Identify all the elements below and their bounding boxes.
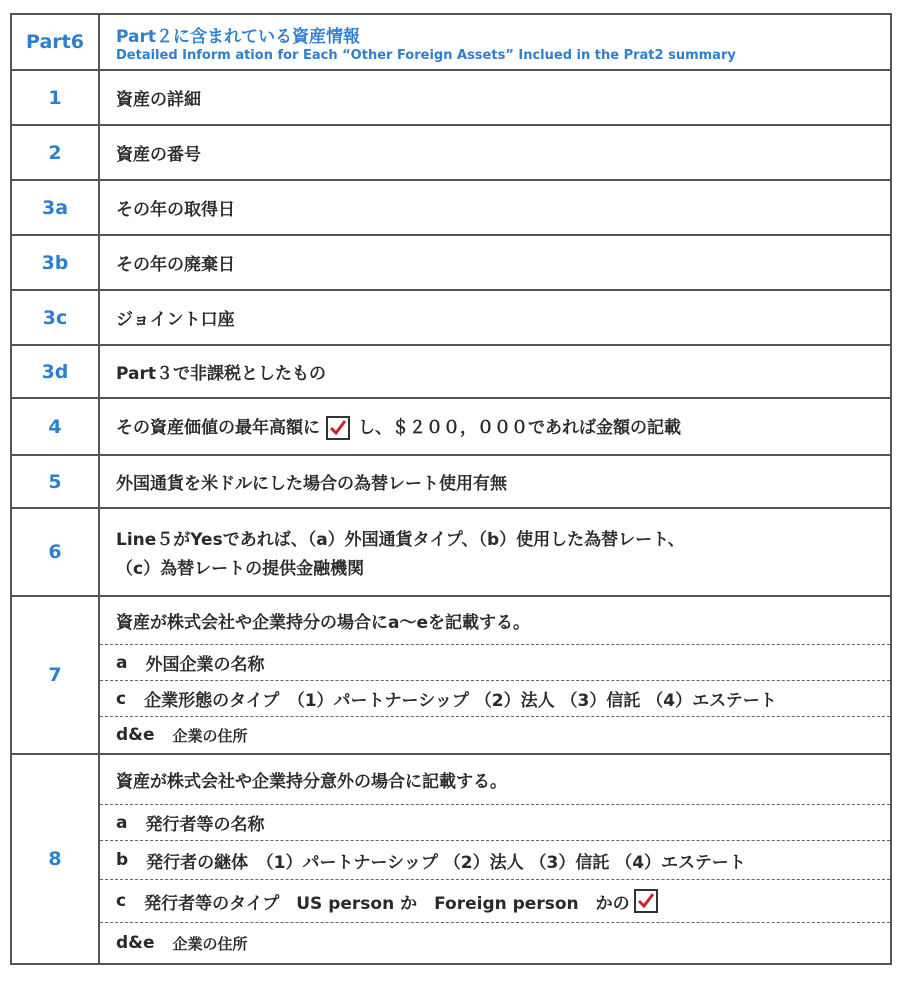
table-row	[11, 398, 891, 455]
sub-label: a	[116, 812, 128, 833]
row-text: ジョイント口座	[99, 290, 891, 345]
row-number: 3a	[11, 180, 99, 235]
row-text: 資産の詳細	[99, 70, 891, 125]
header-row	[11, 14, 891, 70]
row-number: 3d	[11, 345, 99, 398]
table-row	[11, 125, 891, 180]
table-row	[11, 455, 891, 508]
row-number: 3b	[11, 235, 99, 290]
sub-text: 外国企業の名称	[145, 655, 265, 675]
sub-line	[100, 645, 890, 681]
table-row	[11, 235, 891, 290]
row-text-a: その資産価値の最年高額に	[116, 418, 320, 438]
sub-line	[100, 923, 890, 963]
table-row	[11, 596, 891, 754]
row-number: 3c	[11, 290, 99, 345]
sub-label: c	[116, 688, 127, 709]
row-number: 6	[11, 508, 99, 596]
sub-text: 企業の住所	[172, 726, 248, 745]
row-text: Part３で非課税としたもの	[99, 345, 891, 398]
table-row	[11, 180, 891, 235]
sub-label: c	[116, 891, 127, 911]
sub-text: 発行者の継体 （1）パートナーシップ （2）法人 （3）信託 （4）エステート	[146, 852, 746, 873]
header-title-en: Detailed Inform ation for Each “Other Foreign Assets” Inclued in the Prat2 summary	[116, 47, 736, 63]
row-number: 5	[11, 455, 99, 508]
row-text: 外国通貨を米ドルにした場合の為替レート使用有無	[99, 455, 891, 508]
table-row	[11, 345, 891, 398]
row-text	[99, 508, 891, 596]
sub-line: 資産が株式会社や企業持分の場合にa〜eを記載する。	[100, 597, 890, 645]
sub-label: b	[116, 850, 129, 870]
sub-label: d&e	[116, 725, 155, 745]
header-title	[99, 14, 891, 70]
part-label: Part6	[11, 14, 99, 70]
checkmark-icon	[326, 416, 350, 440]
sub-label: d&e	[116, 933, 155, 953]
row-text	[99, 596, 891, 754]
sub-line	[100, 681, 890, 717]
sub-text: 企業の住所	[172, 934, 248, 953]
sub-line	[100, 880, 890, 923]
row-text	[99, 398, 891, 455]
row-number: 7	[11, 596, 99, 754]
sub-line	[100, 841, 890, 880]
row-text-line1: Line５がYesであれば、（a）外国通貨タイプ、（b）使用した為替レート、	[116, 530, 685, 550]
row-text	[99, 754, 891, 964]
header-title-jp: Part２に含まれている資産情報	[116, 26, 360, 47]
row-number: 8	[11, 754, 99, 964]
sub-line: 資産が株式会社や企業持分意外の場合に記載する。	[100, 755, 890, 805]
asset-info-table	[10, 13, 892, 965]
row-text-line2: （c）為替レートの提供金融機関	[116, 559, 365, 579]
row-text: その年の取得日	[99, 180, 891, 235]
table-row	[11, 70, 891, 125]
table-row	[11, 754, 891, 964]
row-number: 4	[11, 398, 99, 455]
table-row	[11, 508, 891, 596]
sub-text: 企業形態のタイプ （1）パートナーシップ （2）法人 （3）信託 （4）エステート	[144, 691, 777, 711]
sub-line	[100, 717, 890, 753]
row-number: 2	[11, 125, 99, 180]
table-row	[11, 290, 891, 345]
sub-label: a	[116, 652, 128, 673]
sub-line	[100, 805, 890, 841]
row-number: 1	[11, 70, 99, 125]
sub-text: 発行者等の名称	[145, 815, 265, 835]
sub-text: 発行者等のタイプ US person か Foreign person かの	[144, 893, 630, 914]
checkmark-icon	[634, 889, 658, 913]
row-text-b: し、＄２００，０００であれば金額の記載	[358, 418, 681, 438]
row-text: その年の廃棄日	[99, 235, 891, 290]
row-text: 資産の番号	[99, 125, 891, 180]
